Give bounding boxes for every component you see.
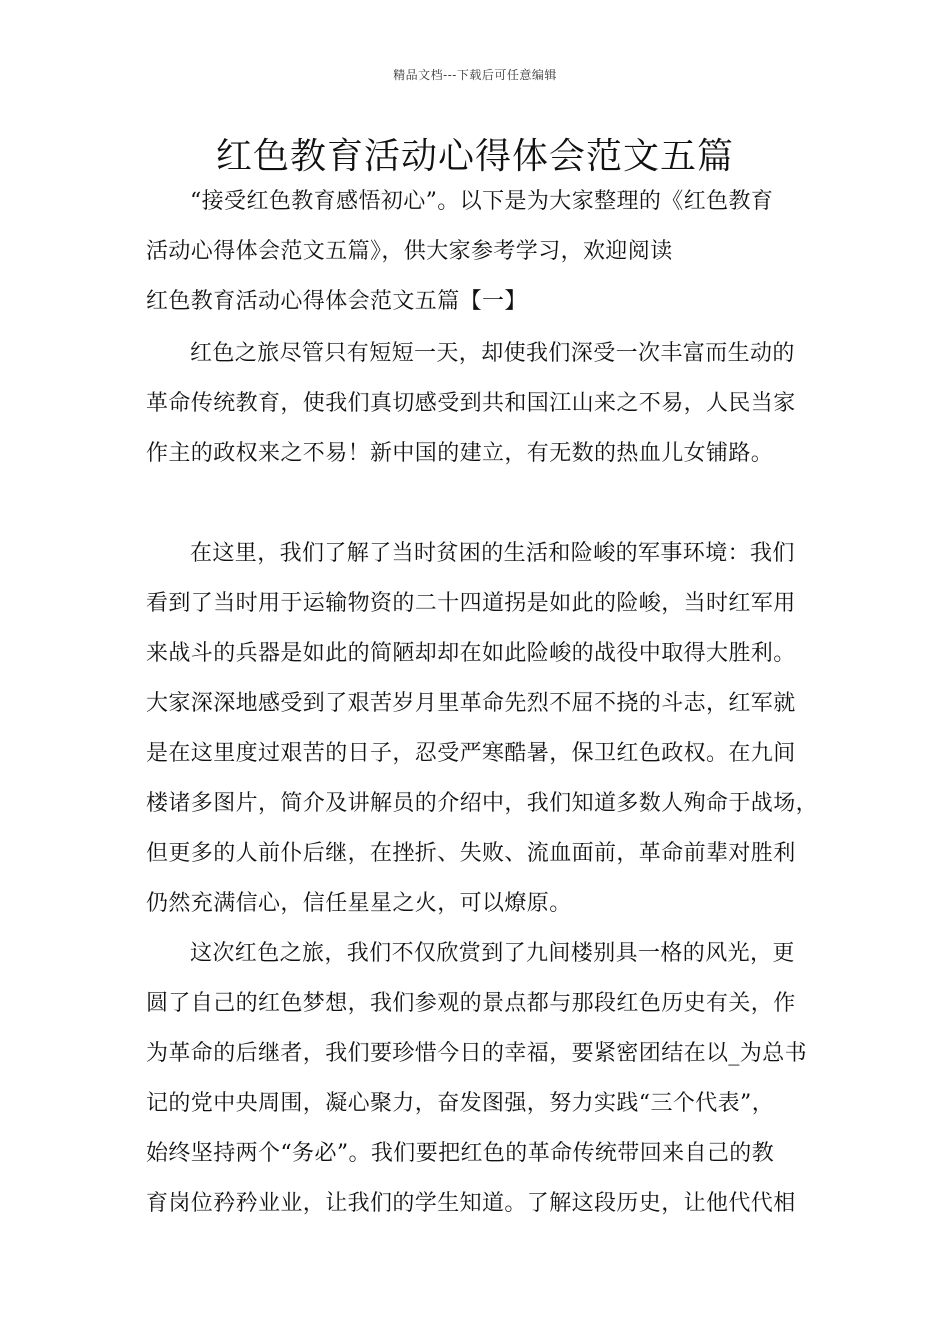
- paragraph-line: 但更多的人前仆后继，在挫折、失败、流血面前，革命前辈对胜利: [146, 841, 796, 866]
- paragraph-line: 是在这里度过艰苦的日子，忍受严寒酷暑，保卫红色政权。在九间: [146, 741, 796, 766]
- paragraph-line: 为革命的后继者，我们要珍惜今日的幸福，要紧密团结在以_为总书: [146, 1041, 808, 1066]
- paragraph-line: 圆了自己的红色梦想，我们参观的景点都与那段红色历史有关，作: [146, 991, 796, 1016]
- paragraph-line: 大家深深地感受到了艰苦岁月里革命先烈不屈不挠的斗志，红军就: [146, 691, 796, 716]
- paragraph-line: 在这里，我们了解了当时贫困的生活和险峻的军事环境：我们: [190, 541, 795, 566]
- intro-line: 活动心得体会范文五篇》，供大家参考学习，欢迎阅读: [146, 239, 673, 264]
- paragraph-line: 始终坚持两个“务必”。我们要把红色的革命传统带回来自己的教: [146, 1141, 775, 1166]
- section-heading: 红色教育活动心得体会范文五篇【一】: [146, 289, 527, 314]
- paragraph-line: 来战斗的兵器是如此的简陋却却在如此险峻的战役中取得大胜利。: [146, 641, 796, 666]
- paragraph-line: 这次红色之旅，我们不仅欣赏到了九间楼别具一格的风光，更: [190, 941, 795, 966]
- paragraph-line: 作主的政权来之不易！新中国的建立，有无数的热血儿女铺路。: [146, 441, 774, 466]
- header-note: 精品文档---下载后可任意编辑: [393, 68, 557, 82]
- paragraph-line: 楼诸多图片，简介及讲解员的介绍中，我们知道多数人殉命于战场，: [146, 791, 819, 816]
- intro-line: “接受红色教育感悟初心”。以下是为大家整理的《红色教育: [190, 189, 774, 214]
- paragraph-line: 仍然充满信心，信任星星之火，可以燎原。: [146, 891, 572, 916]
- paragraph-line: 红色之旅尽管只有短短一天，却使我们深受一次丰富而生动的: [190, 341, 795, 366]
- paragraph-line: 育岗位矜矜业业，让我们的学生知道。了解这段历史，让他代代相: [146, 1191, 796, 1216]
- paragraph-line: 革命传统教育，使我们真切感受到共和国江山来之不易，人民当家: [146, 391, 796, 416]
- paragraph-line: 记的党中央周围，凝心聚力，奋发图强，努力实践“三个代表”，: [146, 1091, 775, 1116]
- paragraph-line: 看到了当时用于运输物资的二十四道拐是如此的险峻，当时红军用: [146, 591, 796, 616]
- document-title: 红色教育活动心得体会范文五篇: [215, 136, 734, 177]
